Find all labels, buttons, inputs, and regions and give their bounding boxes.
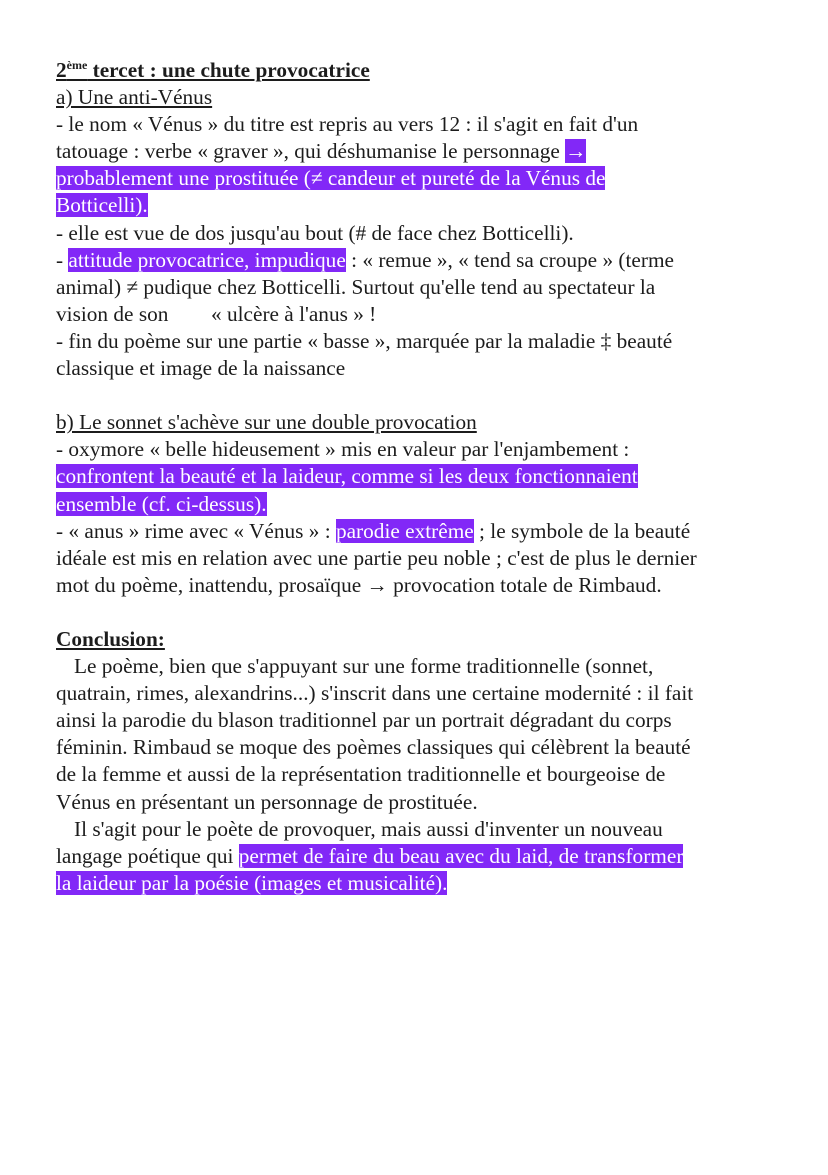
paragraph-line: animal) ≠ pudique chez Botticelli. Surtout qu'elle tend au spectateur la: [56, 274, 656, 299]
paragraph-line: [56, 192, 796, 219]
paragraph-line: [56, 165, 796, 192]
paragraph-line: [56, 491, 796, 518]
spacer: [56, 382, 796, 409]
paragraph-line: de la femme et aussi de la représentation traditionnelle et bourgeoise de: [56, 762, 666, 787]
paragraph-line: idéale est mis en relation avec une partie peu noble ; c'est de plus le dernier: [56, 545, 697, 570]
document-body: [56, 57, 796, 897]
paragraph-line: [56, 870, 796, 897]
highlight: →: [565, 139, 587, 164]
highlight: parodie extrême: [335, 518, 474, 543]
paragraph-line: vision de son « ulcère à l'anus » !: [56, 301, 377, 326]
highlight: ensemble (cf. ci-dessus).: [56, 491, 267, 516]
paragraph-line: mot du poème, inattendu, prosaïque → provocation totale de Rimbaud.: [56, 572, 662, 597]
paragraph-line: Vénus en présentant un personnage de prostituée.: [56, 789, 478, 814]
highlight: Botticelli).: [56, 193, 148, 218]
paragraph-line: tatouage : verbe « graver », qui déshumanise le personnage →: [56, 139, 587, 164]
highlight: la laideur par la poésie (images et musicalité).: [56, 870, 448, 895]
paragraph-line: Il s'agit pour le poète de provoquer, mais aussi d'inventer un nouveau: [74, 816, 663, 841]
paragraph-line: langage poétique qui permet de faire du beau avec du laid, de transformer: [56, 843, 684, 868]
highlight: permet de faire du beau avec du laid, de transformer: [238, 843, 684, 868]
paragraph-line: - oxymore « belle hideusement » mis en valeur par l'enjambement :: [56, 437, 630, 462]
paragraph-line: quatrain, rimes, alexandrins...) s'inscrit dans une certaine modernité : il fait: [56, 681, 694, 706]
subheading-b: b) Le sonnet s'achève sur une double provocation: [56, 410, 477, 435]
paragraph-line: - « anus » rime avec « Vénus » : parodie extrême ; le symbole de la beauté: [56, 518, 691, 543]
paragraph-line: Le poème, bien que s'appuyant sur une forme traditionnelle (sonnet,: [74, 654, 654, 679]
section-title: 2ème tercet : une chute provocatrice: [56, 58, 370, 82]
paragraph-line: - le nom « Vénus » du titre est repris au vers 12 : il s'agit en fait d'un: [56, 112, 639, 137]
spacer: [56, 599, 796, 626]
paragraph-line: - attitude provocatrice, impudique : « remue », « tend sa croupe » (terme: [56, 247, 674, 272]
paragraph-line: - fin du poème sur une partie « basse », marquée par la maladie ‡ beauté: [56, 328, 673, 353]
conclusion-heading: Conclusion:: [56, 626, 165, 651]
highlight: attitude provocatrice, impudique: [68, 247, 346, 272]
paragraph-line: féminin. Rimbaud se moque des poèmes classiques qui célèbrent la beauté: [56, 735, 691, 760]
subheading-a: a) Une anti-Vénus: [56, 85, 213, 110]
paragraph-line: classique et image de la naissance: [56, 356, 346, 381]
highlight: confrontent la beauté et la laideur, comme si les deux fonctionnaient: [56, 464, 638, 489]
paragraph-line: ainsi la parodie du blason traditionnel par un portrait dégradant du corps: [56, 708, 672, 733]
paragraph-line: - elle est vue de dos jusqu'au bout (# de face chez Botticelli).: [56, 220, 574, 245]
highlight: probablement une prostituée (≠ candeur et pureté de la Vénus de: [56, 166, 606, 191]
paragraph-line: [56, 463, 796, 490]
